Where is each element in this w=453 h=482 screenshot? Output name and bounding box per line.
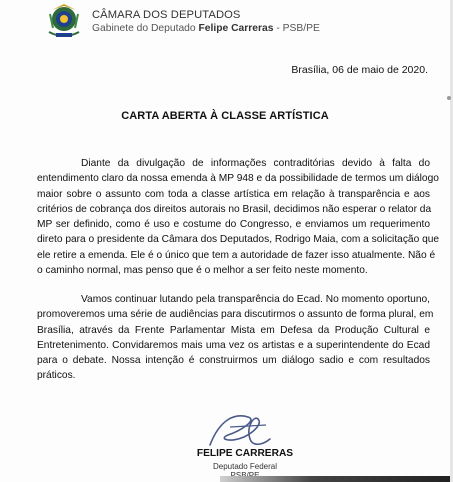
text-line: Diante da divulgação de informações contraditórias devido à falta do <box>81 158 430 169</box>
text-line: Vamos continuar lutando pela transparência do Ecad. No momento oportuno, <box>81 294 430 305</box>
text-line: o caminho normal, mas penso que é o melhor a ser feito neste momento. <box>37 265 368 277</box>
text-line: MP ser definido, como é uso e costume do Congresso, e enviamos um requerimento <box>37 219 430 231</box>
party-label: - PSB/PE <box>276 23 320 34</box>
text-line: Brasília, através da Frente Parlamentar Mista em Defesa da Produção Cultural e <box>37 324 430 336</box>
text-line: práticos. <box>37 370 76 382</box>
letter-date: Brasília, 06 de maio de 2020. <box>291 64 428 76</box>
text-line: Entretenimento. Convidaremos mais uma vez os artistas e a superintendente do Ecad <box>37 339 430 351</box>
scroll-indicator[interactable] <box>447 96 451 100</box>
text-line: entendimento claro da nossa emenda à MP 948 e da possibilidade de termos um diálogo <box>37 173 439 185</box>
text-line: para o debate. Nossa intenção é construirmos um diálogo sadio e com resultados <box>37 355 430 367</box>
text-line: direto para o presidente da Câmara dos Deputados, Rodrigo Maia, com a solicitação que <box>37 234 440 246</box>
paragraph-2 <box>37 292 434 384</box>
paragraph-1 <box>37 156 440 278</box>
institution-name: CÂMARA DOS DEPUTADOS <box>92 9 241 21</box>
coat-of-arms-icon <box>44 2 84 40</box>
letter-title: CARTA ABERTA À CLASSE ARTÍSTICA <box>121 110 329 122</box>
text-line: critérios de cobrança dos direitos autorais no Brasil, decidimos não esperar o relator da <box>37 203 432 215</box>
signatory-name: FELIPE CARRERAS <box>196 448 294 459</box>
deputy-name: Felipe Carreras <box>198 23 274 34</box>
signatory-role: Deputado Federal <box>212 462 278 471</box>
text-line: ele retire a emenda. Ele é o único que tem a autoridade de fazer isso atualmente. Não é <box>37 249 436 261</box>
bottom-edge-artifact <box>220 476 450 482</box>
text-line: promoveremos uma série de audiências para discutirmos o assunto de forma plural, em <box>37 309 434 321</box>
office-line <box>92 23 320 34</box>
text-line: maior sobre o assunto com toda a classe artística em relação à transparência e aos <box>37 188 430 200</box>
handwritten-signature <box>200 409 280 453</box>
office-prefix: Gabinete do Deputado <box>92 23 196 34</box>
